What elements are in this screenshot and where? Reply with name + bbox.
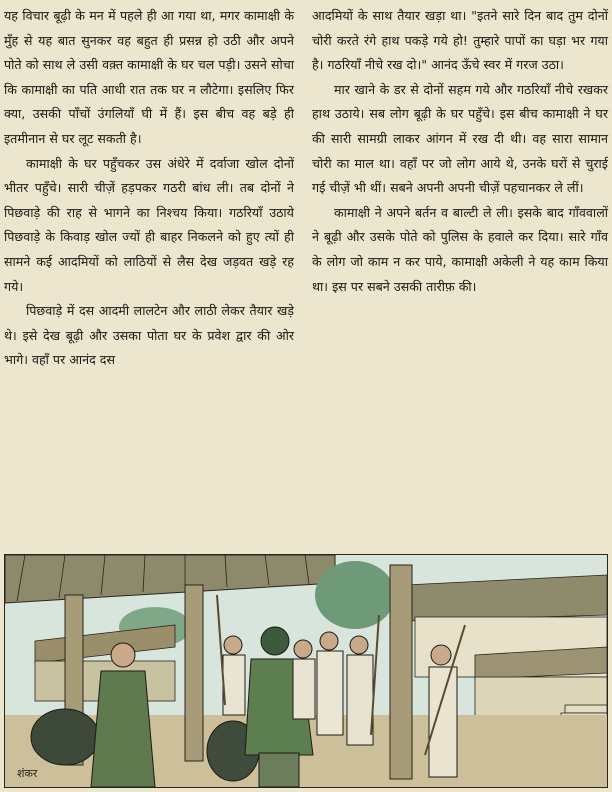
right-text-column [312, 4, 608, 299]
story-paragraph-2: कामाक्षी के घर पहुँचकर उस अंधेरे में दर्वाजा खोल दोनों भीतर पहुँचे। सारी चीज़ें हड़पकर गठरी बांध ली। तब दोनों ने पिछवाड़े की राह से भागने का निश्चय किया। गठरियाँ उठाये पिछवाड़े के किवाड़ खोल ज्यों ही बाहर निकलने को हुए त्यों ही सामने कई आदमियों को लाठियों से लैस देख जड़वत खड़े रह गये। [4, 155, 294, 294]
courtyard-scene-image [5, 555, 607, 787]
illustrator-signature: शंकर [17, 767, 38, 780]
left-text-column [4, 4, 294, 373]
story-paragraph-1: यह विचार बूढ़ी के मन में पहले ही आ गया था, मगर कामाक्षी के मुँह से यह बात सुनकर वह बहुत ही प्रसन्न हो उठी और अपने पोते को साथ ले उसी वक़्त कामाक्षी के घर चल पड़ी। उसने सोचा कि कामाक्षी का पति आधी रात तक घर न लौटेगा। इसलिए फिर क्या, उसकी पाँचों उंगलियाँ घी में हैं। इस बीच वह बड़े ही इतमीनान से घर लूट सकती है। [4, 8, 294, 146]
story-illustration [4, 554, 608, 788]
story-paragraph-3: पिछवाड़े में दस आदमी लालटेन और लाठी लेकर तैयार खड़े थे। इसे देख बूढ़ी और उसका पोता घर के प्रवेश द्वार की ओर भागे। वहाँ पर आनंद दस [4, 303, 294, 368]
story-paragraph-5: मार खाने के डर से दोनों सहम गये और गठरियाँ नीचे रखकर हाथ उठाये। सब लोग बूढ़ी के घर पहुँचे। इस बीच कामाक्षी ने घर की सारी सामग्री लाकर आंगन में रख दी थी। वह सारा सामान चोरी का माल था। वहाँ पर जो लोग आये थे, उनके घरों से चुराई गई चीज़ें भी थीं। सबने अपनी अपनी चीज़ें पहचानकर ले लीं। [312, 81, 608, 196]
story-paragraph-6: कामाक्षी ने अपने बर्तन व बाल्टी ले ली। इसके बाद गाँववालों ने बूढ़ी और उसके पोते को पुलिस के हवाले कर दिया। सारे गाँव के लोग जो काम न कर पाये, कामाक्षी अकेली ने यह काम किया था। इस पर सबने उसकी तारीफ़ की। [312, 204, 608, 294]
story-paragraph-4: आदमियों के साथ तैयार खड़ा था। "इतने सारे दिन बाद तुम दोनों चोरी करते रंगे हाथ पकड़े गये हो! तुम्हारे पापों का घड़ा भर गया है। गठरियाँ नीचे रख दो।" आनंद ऊँचे स्वर में गरज उठा। [312, 8, 608, 73]
